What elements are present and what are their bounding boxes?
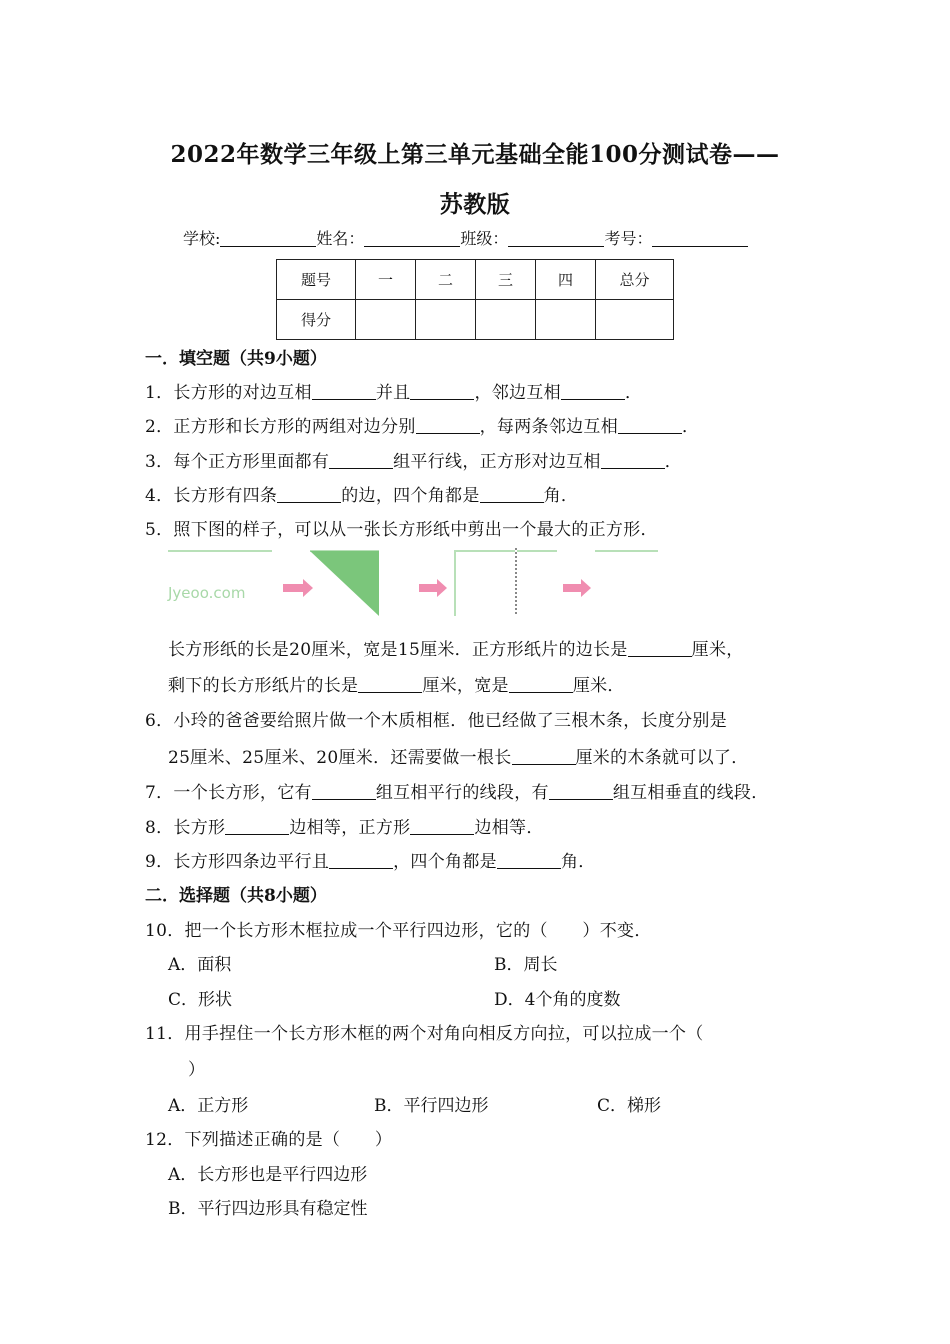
page-title: 2022年数学三年级上第三单元基础全能100分测试卷—— — [170, 141, 780, 168]
student-info-line — [183, 226, 748, 249]
question-2 — [145, 412, 699, 437]
option-d[interactable]: D．4个角的度数 — [494, 990, 621, 1010]
question-text: 角． — [543, 486, 579, 506]
answer-blank[interactable] — [549, 783, 613, 800]
question-text: 角． — [560, 852, 596, 872]
question-8 — [145, 813, 544, 838]
name-label: 姓名： — [316, 229, 365, 248]
class-label: 班级： — [460, 229, 509, 248]
option-b[interactable]: B．周长 — [494, 955, 558, 975]
school-blank[interactable] — [220, 230, 316, 247]
answer-blank[interactable] — [618, 417, 682, 434]
question-5-line-1 — [168, 635, 744, 660]
score-input-cell[interactable] — [356, 300, 416, 340]
question-text: 组平行线，正方形对边互相 — [393, 452, 601, 472]
option-a[interactable]: A．面积 — [168, 955, 232, 975]
question-12: 12．下列描述正确的是（ ） — [145, 1130, 393, 1150]
question-3 — [145, 447, 682, 472]
question-text: 并且 — [375, 383, 411, 403]
answer-blank[interactable] — [628, 640, 692, 657]
score-table — [276, 259, 674, 340]
question-text: ，四个角都是 — [393, 852, 497, 872]
class-blank[interactable] — [508, 230, 604, 247]
folded-triangle-shape — [310, 551, 379, 616]
question-text: 剩下的长方形纸片的长是 — [168, 676, 359, 696]
answer-blank[interactable] — [410, 383, 474, 400]
option-b[interactable]: B．平行四边形 — [374, 1096, 489, 1116]
question-text: 1．长方形的对边互相 — [145, 383, 312, 403]
answer-blank[interactable] — [358, 676, 422, 693]
score-table-header-row — [277, 260, 674, 300]
question-11: 11．用手捏住一个长方形木框的两个对角向相反方向拉，可以拉成一个（ — [145, 1024, 704, 1044]
table-cell: 一 — [356, 260, 416, 300]
question-text: 长方形纸的长是20厘米，宽是15厘米．正方形纸片的边长是 — [168, 640, 628, 660]
question-text: 3．每个正方形里面都有 — [145, 452, 330, 472]
answer-blank[interactable] — [329, 452, 393, 469]
table-cell: 三 — [476, 260, 536, 300]
question-text: 7．一个长方形，它有 — [145, 783, 312, 803]
arrow-right-icon — [419, 579, 447, 597]
question-text: 厘米，宽是 — [422, 676, 509, 696]
answer-blank[interactable] — [312, 383, 376, 400]
option-c[interactable]: C．形状 — [168, 990, 233, 1010]
question-text: 的边，四个角都是 — [341, 486, 480, 506]
question-text: ． — [624, 383, 643, 403]
answer-blank[interactable] — [497, 852, 561, 869]
answer-blank[interactable] — [410, 818, 474, 835]
answer-blank[interactable] — [561, 383, 625, 400]
question-1 — [145, 378, 642, 403]
answer-blank[interactable] — [277, 486, 341, 503]
table-cell: 得分 — [277, 300, 356, 340]
score-table-score-row — [277, 300, 674, 340]
page-subtitle: 苏教版 — [439, 191, 511, 218]
question-text: 厘米的木条就可以了． — [575, 748, 749, 768]
question-text: 边相等． — [474, 818, 544, 838]
question-7 — [145, 778, 769, 803]
score-input-cell[interactable] — [596, 300, 674, 340]
answer-blank[interactable] — [512, 748, 576, 765]
option-b[interactable]: B．平行四边形具有稳定性 — [168, 1199, 368, 1219]
question-text: 边相等，正方形 — [289, 818, 411, 838]
question-9 — [145, 847, 596, 872]
arrow-right-icon — [563, 579, 591, 597]
answer-blank[interactable] — [416, 417, 480, 434]
option-a[interactable]: A．长方形也是平行四边形 — [168, 1165, 368, 1185]
score-input-cell[interactable] — [476, 300, 536, 340]
question-5: 5．照下图的样子，可以从一张长方形纸中剪出一个最大的正方形． — [145, 520, 658, 540]
section-1-heading: 一．填空题（共9小题） — [145, 349, 327, 369]
answer-blank[interactable] — [329, 852, 393, 869]
exam-no-label: 考号： — [604, 229, 653, 248]
question-4 — [145, 481, 578, 506]
score-input-cell[interactable] — [536, 300, 596, 340]
question-text: 8．长方形 — [145, 818, 226, 838]
table-cell: 总分 — [596, 260, 674, 300]
question-10: 10．把一个长方形木框拉成一个平行四边形，它的（ ）不变． — [145, 921, 652, 941]
paper-cutting-figure — [165, 546, 665, 620]
question-text: 2．正方形和长方形的两组对边分别 — [145, 417, 416, 437]
question-text: ，每两条邻边互相 — [479, 417, 619, 437]
option-a[interactable]: A．正方形 — [168, 1096, 249, 1116]
question-text: 组互相垂直的线段． — [612, 783, 769, 803]
question-text: 25厘米、25厘米、20厘米．还需要做一根长 — [168, 748, 512, 768]
answer-blank[interactable] — [509, 676, 573, 693]
answer-blank[interactable] — [480, 486, 544, 503]
arrow-right-icon — [283, 579, 313, 597]
question-5-line-2 — [168, 671, 625, 696]
question-text: 厘米， — [691, 640, 744, 660]
school-label: 学校: — [183, 229, 221, 248]
question-6: 6．小玲的爸爸要给照片做一个木质相框．他已经做了三根木条，长度分别是 — [145, 711, 728, 731]
name-blank[interactable] — [364, 230, 460, 247]
table-cell: 四 — [536, 260, 596, 300]
option-c[interactable]: C．梯形 — [597, 1096, 662, 1116]
question-text: 4．长方形有四条 — [145, 486, 278, 506]
question-text: 组互相平行的线段，有 — [375, 783, 549, 803]
answer-blank[interactable] — [312, 783, 376, 800]
answer-blank[interactable] — [601, 452, 665, 469]
exam-no-blank[interactable] — [652, 230, 748, 247]
watermark-text: Jyeoo.com — [168, 584, 246, 602]
question-text: ． — [682, 417, 700, 437]
table-cell: 题号 — [277, 260, 356, 300]
section-2-heading: 二．选择题（共8小题） — [145, 886, 327, 906]
table-cell: 二 — [416, 260, 476, 300]
question-text: 9．长方形四条边平行且 — [145, 852, 330, 872]
square-edge-line — [455, 551, 515, 616]
score-input-cell[interactable] — [416, 300, 476, 340]
question-text: 厘米． — [572, 676, 625, 696]
question-text: ，邻边互相 — [474, 383, 561, 403]
question-text: ． — [664, 452, 683, 472]
answer-blank[interactable] — [225, 818, 289, 835]
question-11-line-2: ） — [188, 1060, 206, 1080]
question-6-line-2 — [168, 743, 749, 768]
